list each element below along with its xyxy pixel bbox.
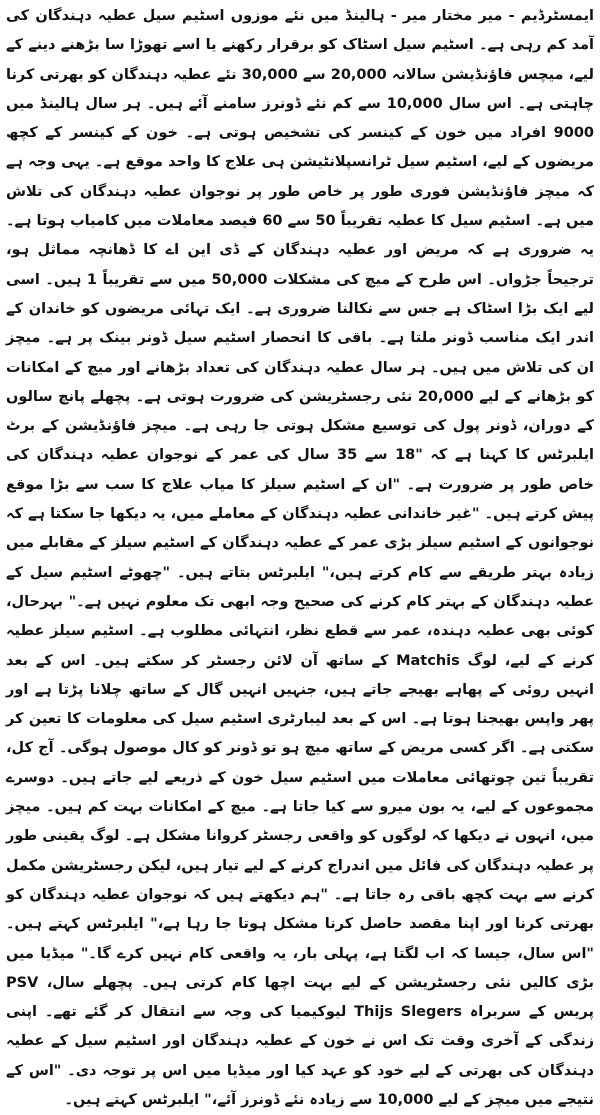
article-text: ایمسٹرڈیم - میر مختار میر - ہالینڈ میں نئے موزوں اسٹیم سیل عطیہ دہندگان کی آمد کم رہی ہے۔ اسٹیم سیل اسٹاک کو برقرار رکھنے یا اسے تھوڑا سا بڑھنے دینے کے لیے، میچس فاؤنڈیشن سالانہ 20,000 سے 30,000 نئے عطیہ دہندگان کو بھرتی کرنا چاہتی ہے۔ اس سال 10,000 سے کم نئے ڈونرز سامنے آئے ہیں۔ ہر سال ہالینڈ میں 9000 افراد میں خون کے کینسر کی تشخیص ہوتی ہے۔ خون کے کینسر کے کچھ مریضوں کے لیے، اسٹیم سیل ٹرانسپلانٹیشن ہی علاج کا واحد موقع ہے۔ یہی وجہ ہے کہ میچز فاؤنڈیشن فوری طور پر خاص طور پر نوجوان عطیہ دہندگان کی تلاش میں ہے۔ اسٹیم سیل کا عطیہ تقریباً 50 سے 60 فیصد معاملات میں کامیاب ہوتا ہے۔ یہ ضروری ہے کہ مریض اور عطیہ دہندگان کے ڈی این اے کا ڈھانچہ مماثل ہو، ترجیحاً جڑواں۔ اس طرح کے میچ کی مشکلات 50,000 میں سے تقریباً 1 ہیں۔ اسی لیے ایک بڑا اسٹاک ہے جس سے نکالنا ضروری ہے۔ ایک تہائی مریضوں کو خاندان کے اندر ایک مناسب ڈونر ملتا ہے۔ باقی کا انحصار اسٹیم سیل ڈونر بینک پر ہے۔ میچز ان کی تلاش میں ہیں۔ ہر سال عطیہ دہندگان کی تعداد بڑھانے اور میچ کے امکانات کو بڑھانے کے لیے 20,000 نئی رجسٹریشن کی ضرورت ہوتی ہے۔ پچھلے پانچ سالوں کے دوران، ڈونر پول کی توسیع مشکل ہوتی جا رہی ہے۔ میچز فاؤنڈیشن کے برٹ ایلبرٹس کا کہنا ہے کہ "18 سے 35 سال کی عمر کے نوجوان عطیہ دہندگان کی خاص طور پر ضرورت ہے۔ "ان کے اسٹیم سیلز کا میاب علاج کا سب سے بڑا موقع پیش کرتے ہیں۔ "غیر خاندانی عطیہ دہندگان کے معاملے میں، یہ دیکھا جا سکتا ہے کہ نوجوانوں کے اسٹیم سیلز بڑی عمر کے عطیہ دہندگان کے اسٹیم سیلز کے مقابلے میں زیادہ بہتر طریقے سے کام کرتے ہیں،" ایلبرٹس بتاتے ہیں۔ "چھوٹے اسٹیم سیل کے عطیہ دہندگان کے بہتر کام کرنے کی صحیح وجہ ابھی تک معلوم نہیں ہے۔" بہرحال، کوئی بھی عطیہ دہندہ، عمر سے قطع نظر، انتہائی مطلوب ہے۔ اسٹیم سیلز عطیہ کرنے کے لیے، لوگ Matchis کے ساتھ آن لائن رجسٹر کر سکتے ہیں۔ اس کے بعد انہیں روئی کے پھاہے بھیجے جاتے ہیں، جنہیں انہیں گال کے ساتھ چلانا پڑتا ہے اور پھر واپس بھیجنا ہوتا ہے۔ اس کے بعد لیبارٹری اسٹیم سیل کی معلومات کا تعین کر سکتی ہے۔ اگر کسی مریض کے ساتھ میچ ہو تو ڈونر کو کال موصول ہوگی۔ آج کل، تقریباً تین چوتھائی معاملات میں اسٹیم سیل خون کے ذریعے لیے جاتے ہیں۔ دوسرے مجموعوں کے لیے، یہ بون میرو سے کیا جاتا ہے۔ میچ کے امکانات بہت کم ہیں۔ میچز میں، انہوں نے دیکھا کہ لوگوں کو واقعی رجسٹر کروانا مشکل ہے۔ لوگ یقینی طور پر عطیہ دہندگان کی فائل میں اندراج کرنے کے لیے تیار ہیں، لیکن رجسٹریشن مکمل کرنے سے بہت کچھ باقی رہ جاتا ہے۔ "ہم دیکھتے ہیں کہ نوجوان عطیہ دہندگان کو بھرتی کرنا اور اپنا مقصد حاصل کرنا مشکل ہوتا جا رہا ہے،" ایلبرٹس کہتے ہیں۔ "اس سال، جیسا کہ اب لگتا ہے، پہلی بار، یہ واقعی کام نہیں کرے گا۔" میڈیا میں بڑی کالیں نئی رجسٹریشن کے لیے بہت اچھا کام کرتی ہیں۔ پچھلے سال، PSV پریس کے سربراہ Thijs Slegers لیوکیمیا کی وجہ سے انتقال کر گئے تھے۔ اپنی زندگی کے آخری وقت تک اس نے خون کے عطیہ دہندگان اور اسٹیم سیل کے عطیہ دہندگان کی بھرتی کے لیے خود کو عہد کیا اور میڈیا میں اس پر توجہ دی۔ "اس کے نتیجے میں میچز کے لیے 10,000 سے زیادہ نئے ڈونرز آئے،" ایلبرٹس کہتے ہیں۔ bbox=[6, 8, 595, 1108]
